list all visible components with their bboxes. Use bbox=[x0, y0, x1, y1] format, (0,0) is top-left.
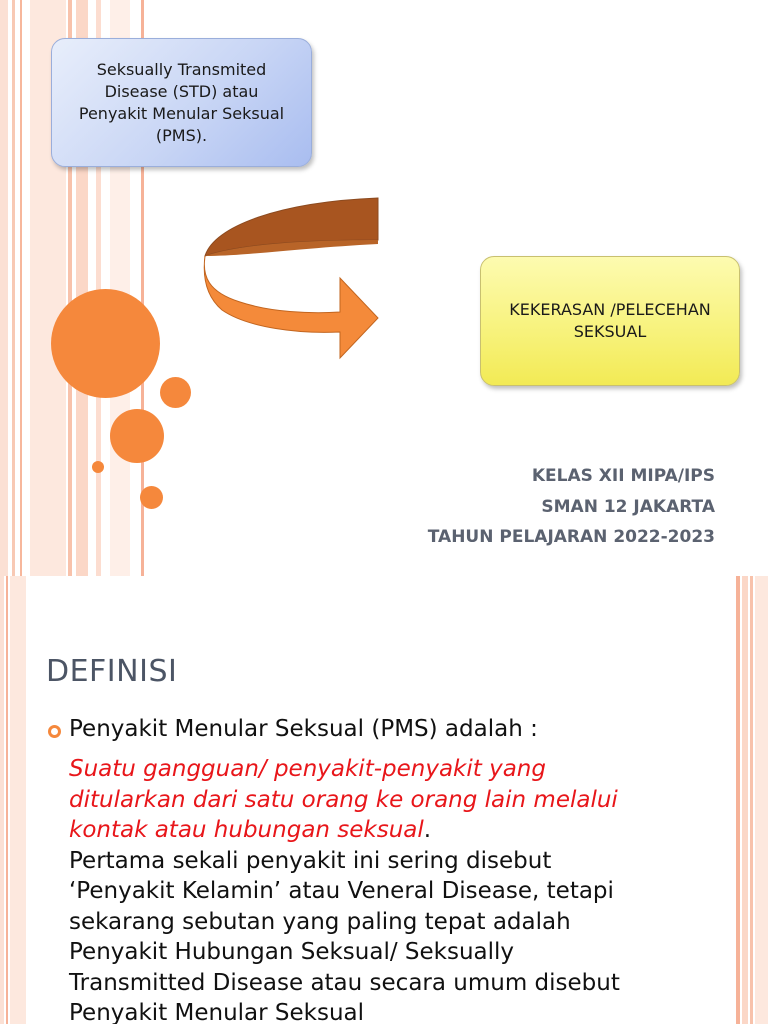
footer-year: TAHUN PELAJARAN 2022-2023 bbox=[427, 527, 715, 547]
hollow-circle-bullet-icon bbox=[48, 725, 61, 738]
decor-stripe bbox=[736, 576, 740, 1024]
decor-stripe bbox=[742, 576, 748, 1024]
decor-stripe bbox=[0, 0, 8, 576]
std-text: Seksually Transmited Disease (STD) atau Penyakit Menular Seksual (PMS). bbox=[78, 59, 285, 145]
decor-circle bbox=[160, 377, 191, 408]
definition-highlight: Suatu gangguan/ penyakit-penyakit yang ditularkan dari satu orang ke orang lain melalui kontak atau hubungan seksual bbox=[69, 756, 618, 843]
decor-circle bbox=[110, 409, 164, 463]
kekerasan-text: KEKERASAN /PELECEHAN SEKSUAL bbox=[509, 300, 711, 341]
decor-circle bbox=[140, 486, 163, 509]
footer-school: SMAN 12 JAKARTA bbox=[541, 497, 715, 517]
definition-period: . bbox=[423, 817, 432, 843]
curved-arrow-right-icon bbox=[200, 196, 382, 360]
decor-stripe bbox=[20, 0, 22, 576]
decor-stripe bbox=[6, 576, 8, 1024]
decor-stripe bbox=[10, 576, 26, 1024]
kekerasan-textbox bbox=[480, 256, 740, 386]
bullet-lead-text: Penyakit Menular Seksual (PMS) adalah : bbox=[69, 716, 538, 742]
slide-title: DEFINISI bbox=[46, 654, 178, 689]
decor-stripe bbox=[755, 576, 768, 1024]
slide-2 bbox=[0, 576, 768, 1024]
std-textbox bbox=[51, 38, 312, 167]
decor-circle bbox=[92, 461, 104, 473]
decor-circle-large bbox=[51, 289, 160, 398]
decor-stripe bbox=[12, 0, 15, 576]
footer-class: KELAS XII MIPA/IPS bbox=[531, 466, 715, 486]
decor-stripe bbox=[0, 576, 4, 1024]
definition-body bbox=[69, 754, 649, 1024]
definition-paragraph: Pertama sekali penyakit ini sering disebut ‘Penyakit Kelamin’ atau Veneral Disease, tetapi sekarang sebutan yang paling tepat adalah Penyakit Hubungan Seksual/ Seksually Transmitted Disease atau secara umum disebut Penyakit Menular Seksual bbox=[69, 847, 620, 1024]
decor-stripe bbox=[750, 576, 753, 1024]
